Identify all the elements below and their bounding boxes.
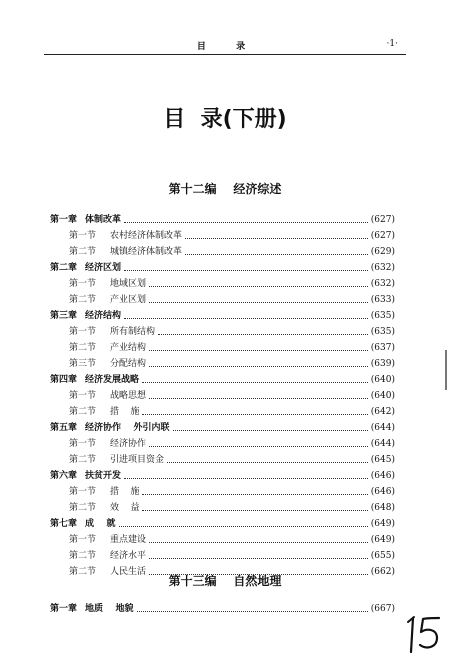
toc-section-row <box>50 324 395 340</box>
toc-entry-number: 第二节 <box>69 295 97 305</box>
toc-page-number: (640) <box>370 391 395 401</box>
toc-entry-label <box>50 212 121 228</box>
toc-entry-number: 第二节 <box>69 455 97 465</box>
toc-page-number: (629) <box>370 247 395 257</box>
toc-section-row <box>50 292 395 308</box>
toc-page-number: (627) <box>370 215 395 225</box>
toc-entry-name: 所有制结构 <box>110 327 156 337</box>
toc-entry-number: 第一节 <box>69 327 97 337</box>
toc-page-number: (632) <box>370 279 395 289</box>
running-title: 目 录 <box>196 42 254 52</box>
dot-leader <box>142 509 367 511</box>
toc-entry-number: 第一节 <box>69 439 97 449</box>
toc-list-part-12 <box>50 212 395 580</box>
toc-entry-number: 第三节 <box>69 359 97 369</box>
toc-page-number: (635) <box>370 311 395 321</box>
dot-leader <box>119 525 368 527</box>
dot-leader <box>124 477 368 479</box>
toc-section-row <box>50 436 395 452</box>
dot-leader <box>149 349 368 351</box>
toc-chapter-row <box>50 468 395 484</box>
toc-entry-name: 战略思想 <box>110 391 147 401</box>
toc-section-row <box>50 388 395 404</box>
toc-page-number: (649) <box>370 519 395 529</box>
toc-entry-name: 经济协作 外引内联 <box>85 423 170 433</box>
toc-entry-number: 第一节 <box>69 391 97 401</box>
toc-page-number: (649) <box>370 535 395 545</box>
toc-entry-name: 经济发展战略 <box>85 375 140 385</box>
dot-leader <box>158 333 368 335</box>
toc-entry-number: 第五章 <box>50 423 78 433</box>
toc-page-number: (645) <box>370 455 395 465</box>
page-title: 目 录(下册) <box>163 107 287 132</box>
toc-page-number: (646) <box>370 471 395 481</box>
scan-artifact <box>445 350 447 390</box>
toc-chapter-row <box>50 601 395 617</box>
toc-entry-label <box>69 340 146 356</box>
toc-entry-name: 分配结构 <box>110 359 147 369</box>
toc-entry-number: 第二节 <box>69 551 97 561</box>
dot-leader <box>124 269 368 271</box>
running-header <box>44 40 406 55</box>
toc-entry-number: 第二节 <box>69 407 97 417</box>
toc-entry-name: 人民生活 <box>110 567 147 577</box>
toc-entry-number: 第三章 <box>50 311 78 321</box>
dot-leader <box>185 253 368 255</box>
dot-leader <box>149 301 368 303</box>
toc-entry-label <box>50 516 116 532</box>
toc-chapter-row <box>50 308 395 324</box>
toc-chapter-row <box>50 516 395 532</box>
toc-entry-name: 经济协作 <box>110 439 147 449</box>
toc-page-number: (633) <box>370 295 395 305</box>
dot-leader <box>149 365 368 367</box>
toc-section-row <box>50 356 395 372</box>
dot-leader <box>149 397 368 399</box>
toc-page-number: (644) <box>370 439 395 449</box>
part-title-13: 第十三编 自然地理 <box>168 574 282 588</box>
toc-entry-number: 第一节 <box>69 487 97 497</box>
page-number: ·1· <box>386 39 398 49</box>
toc-entry-name: 经济结构 <box>85 311 122 321</box>
toc-entry-label <box>69 452 164 468</box>
toc-entry-label <box>69 228 182 244</box>
toc-entry-number: 第七章 <box>50 519 78 529</box>
dot-leader <box>137 610 368 612</box>
toc-entry-label <box>69 356 146 372</box>
dot-leader <box>149 285 368 287</box>
toc-entry-label <box>69 436 146 452</box>
dot-leader <box>185 237 368 239</box>
toc-entry-name: 措 施 <box>110 407 140 417</box>
part-title-12: 第十二编 经济综述 <box>168 182 282 196</box>
toc-entry-number: 第一节 <box>69 231 97 241</box>
dot-leader <box>142 493 367 495</box>
toc-entry-label <box>69 244 182 260</box>
toc-section-row <box>50 548 395 564</box>
dot-leader <box>124 221 368 223</box>
toc-entry-number: 第四章 <box>50 375 78 385</box>
toc-chapter-row <box>50 420 395 436</box>
toc-section-row <box>50 500 395 516</box>
toc-section-row <box>50 340 395 356</box>
toc-entry-name: 产业结构 <box>110 343 147 353</box>
toc-page-number: (627) <box>370 231 395 241</box>
toc-page-number: (662) <box>370 567 395 577</box>
toc-section-row <box>50 276 395 292</box>
toc-page-number: (655) <box>370 551 395 561</box>
toc-entry-label <box>69 532 146 548</box>
toc-entry-name: 产业区划 <box>110 295 147 305</box>
toc-entry-name: 地质 地貌 <box>85 604 134 614</box>
toc-page-number: (635) <box>370 327 395 337</box>
dot-leader <box>167 461 368 463</box>
toc-entry-number: 第二节 <box>69 503 97 513</box>
toc-entry-number: 第一节 <box>69 535 97 545</box>
dot-leader <box>142 413 367 415</box>
toc-entry-name: 经济区划 <box>85 263 122 273</box>
toc-entry-number: 第二节 <box>69 567 97 577</box>
toc-entry-name: 引进项目资金 <box>110 455 165 465</box>
toc-entry-label <box>69 324 155 340</box>
toc-page-number: (644) <box>370 423 395 433</box>
toc-page-number: (667) <box>370 604 395 614</box>
toc-entry-name: 体制改革 <box>85 215 122 225</box>
toc-page-number: (640) <box>370 375 395 385</box>
toc-entry-name: 扶贫开发 <box>85 471 122 481</box>
toc-entry-number: 第二章 <box>50 263 78 273</box>
toc-chapter-row <box>50 260 395 276</box>
toc-entry-label <box>50 601 134 617</box>
toc-entry-number: 第二节 <box>69 343 97 353</box>
toc-entry-label <box>50 468 121 484</box>
toc-section-row <box>50 484 395 500</box>
toc-section-row <box>50 244 395 260</box>
toc-page-number: (642) <box>370 407 395 417</box>
toc-page-number: (646) <box>370 487 395 497</box>
dot-leader <box>149 445 368 447</box>
toc-entry-number: 第一章 <box>50 215 78 225</box>
toc-entry-name: 经济水平 <box>110 551 147 561</box>
toc-entry-label <box>69 388 146 404</box>
toc-entry-label <box>50 372 139 388</box>
toc-section-row <box>50 452 395 468</box>
toc-entry-name: 地域区划 <box>110 279 147 289</box>
toc-entry-name: 措 施 <box>110 487 140 497</box>
toc-entry-label <box>69 484 139 500</box>
toc-chapter-row <box>50 212 395 228</box>
dot-leader <box>142 381 368 383</box>
toc-entry-label <box>69 404 139 420</box>
toc-page-number: (648) <box>370 503 395 513</box>
toc-chapter-row <box>50 372 395 388</box>
dot-leader <box>173 429 368 431</box>
toc-entry-number: 第六章 <box>50 471 78 481</box>
toc-entry-label <box>69 500 139 516</box>
toc-entry-label <box>69 276 146 292</box>
toc-page-number: (639) <box>370 359 395 369</box>
toc-page-number: (632) <box>370 263 395 273</box>
toc-section-row <box>50 228 395 244</box>
toc-entry-number: 第一章 <box>50 604 78 614</box>
toc-page-number: (637) <box>370 343 395 353</box>
toc-entry-label <box>69 548 146 564</box>
toc-list-part-13 <box>50 601 395 617</box>
toc-entry-number: 第一节 <box>69 279 97 289</box>
dot-leader <box>149 541 368 543</box>
toc-entry-name: 成 就 <box>85 519 116 529</box>
toc-entry-number: 第二节 <box>69 247 97 257</box>
dot-leader <box>149 557 368 559</box>
toc-section-row <box>50 404 395 420</box>
toc-section-row <box>50 532 395 548</box>
toc-entry-name: 城镇经济体制改革 <box>110 247 183 257</box>
dot-leader <box>124 317 368 319</box>
toc-entry-name: 效 益 <box>110 503 140 513</box>
handwritten-annotation <box>405 612 445 654</box>
toc-entry-name: 重点建设 <box>110 535 147 545</box>
toc-entry-label <box>50 308 121 324</box>
toc-entry-label <box>69 292 146 308</box>
toc-entry-name: 农村经济体制改革 <box>110 231 183 241</box>
toc-entry-label <box>50 420 170 436</box>
toc-entry-label <box>50 260 121 276</box>
